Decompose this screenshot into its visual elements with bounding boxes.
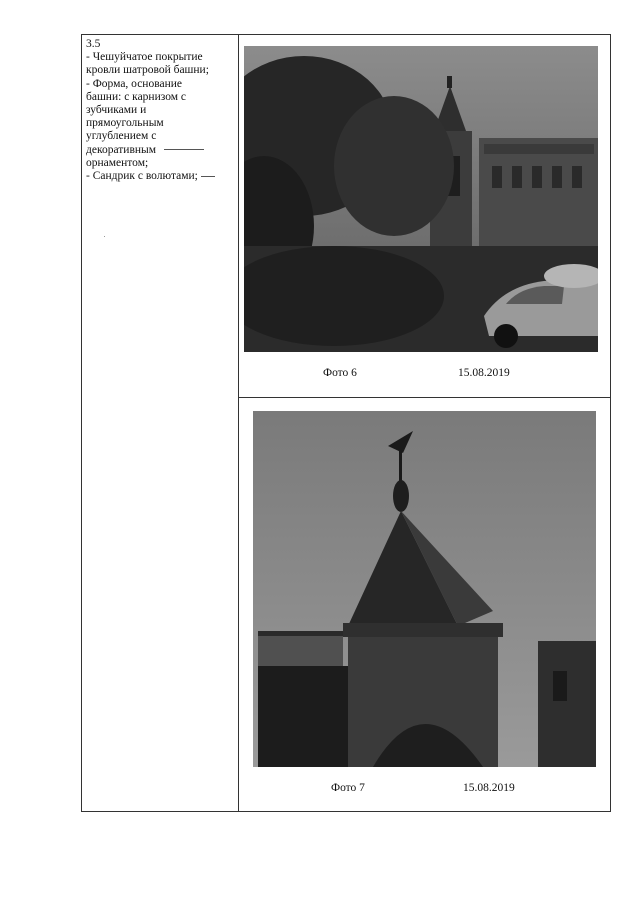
photo-6-scene <box>244 46 598 352</box>
description-line: кровли шатровой башни; <box>86 64 209 77</box>
scan-speck <box>104 236 105 237</box>
photo-7-image <box>253 411 596 767</box>
description-text: декоративным <box>86 143 157 156</box>
description-line: прямоугольным <box>86 117 164 130</box>
leader-line <box>201 176 215 177</box>
description-line-with-leader <box>86 170 236 183</box>
description-line: башни: с карнизом с <box>86 90 187 103</box>
photo-6-label: Фото 6 <box>323 367 357 379</box>
element-description <box>86 38 236 183</box>
leader-line <box>164 149 204 150</box>
photo-7-scene <box>253 411 596 767</box>
description-line: углублением с <box>86 130 157 143</box>
photo-6-image <box>244 46 598 352</box>
photo-6-date: 15.08.2019 <box>458 367 510 379</box>
description-line: - Форма, основание <box>86 77 183 90</box>
description-text: - Сандрик с волютами; <box>86 170 198 183</box>
description-line: зубчиками и <box>86 104 147 117</box>
row-divider <box>238 397 610 398</box>
description-line: - Чешуйчатое покрытие <box>86 51 203 64</box>
column-divider <box>238 35 239 811</box>
photo-7-date: 15.08.2019 <box>463 782 515 794</box>
photo-7-label: Фото 7 <box>331 782 365 794</box>
description-line-with-leader <box>86 144 236 157</box>
section-number: 3.5 <box>86 38 101 50</box>
description-line: орнаментом; <box>86 156 149 169</box>
